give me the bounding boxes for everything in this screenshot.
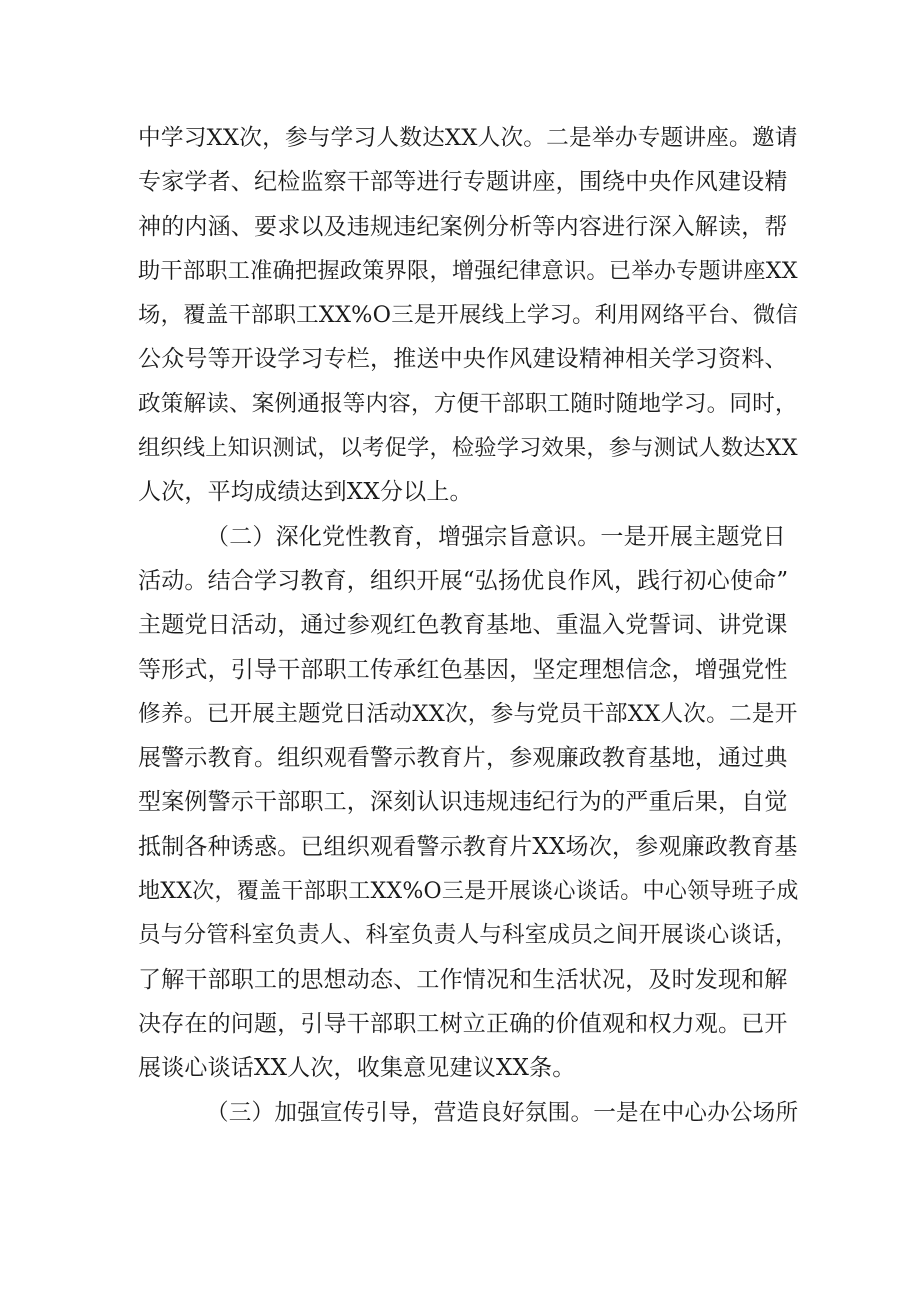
body-text-line: 场，覆盖干部职工XX%O三是开展线上学习。利用网络平台、微信 [138,302,799,329]
body-text-line: 等形式，引导干部职工传承红色基因，坚定理想信念，增强党性 [138,656,788,683]
body-text-line: 主题党日活动，通过参观红色教育基地、重温入党誓词、讲党课 [138,612,788,639]
document-body [138,116,798,1135]
body-text-line: 助干部职工准确把握政策界限，增强纪律意识。已举办专题讲座XX [138,257,798,284]
body-text-line: 组织线上知识测试，以考促学，检验学习效果，参与测试人数达XX [138,435,798,462]
body-text-line: 专家学者、纪检监察干部等进行专题讲座，围绕中央作风建设精 [138,169,788,196]
paragraph-heading-line: （三）加强宣传引导，营造良好氛围。一是在中心办公场所 [206,1099,799,1126]
body-text-line: 地XX次，覆盖干部职工XX%O三是开展谈心谈话。中心领导班子成 [138,878,799,905]
body-text-line: 政策解读、案例通报等内容，方便干部职工随时随地学习。同时， [138,390,798,417]
body-text-line: 人次，平均成绩达到XX分以上。 [138,479,473,506]
body-text-line: 员与分管科室负责人、科室负责人与科室成员之间开展谈心谈话， [138,922,798,949]
body-text-line: 展警示教育。组织观看警示教育片，参观廉政教育基地，通过典 [138,745,788,772]
body-text-line: 活动。结合学习教育，组织开展“弘扬优良作风，践行初心使命” [138,567,789,594]
body-text-line: 神的内涵、要求以及违规违纪案例分析等内容进行深入解读，帮 [138,213,788,240]
body-text-line: 抵制各种诱惑。已组织观看警示教育片XX场次，参观廉政教育基 [138,833,798,860]
body-text-line: 公众号等开设学习专栏，推送中央作风建设精神相关学习资料、 [138,346,788,373]
paragraph-heading-line: （二）深化党性教育，增强宗旨意识。一是开展主题党日 [206,523,786,550]
body-text-line: 型案例警示干部职工，深刻认识违规违纪行为的严重后果，自觉 [138,789,788,816]
body-text-line: 展谈心谈话XX人次，收集意见建议XX条。 [138,1055,576,1082]
body-text-line: 中学习XX次，参与学习人数达XX人次。二是举办专题讲座。邀请 [138,125,798,151]
body-text-line: 了解干部职工的思想动态、工作情况和生活状况，及时发现和解 [138,966,788,993]
body-text-line: 决存在的问题，引导干部职工树立正确的价值观和权力观。已开 [138,1010,788,1037]
body-text-line: 修养。已开展主题党日活动XX次，参与党员干部XX人次。二是开 [138,700,798,727]
